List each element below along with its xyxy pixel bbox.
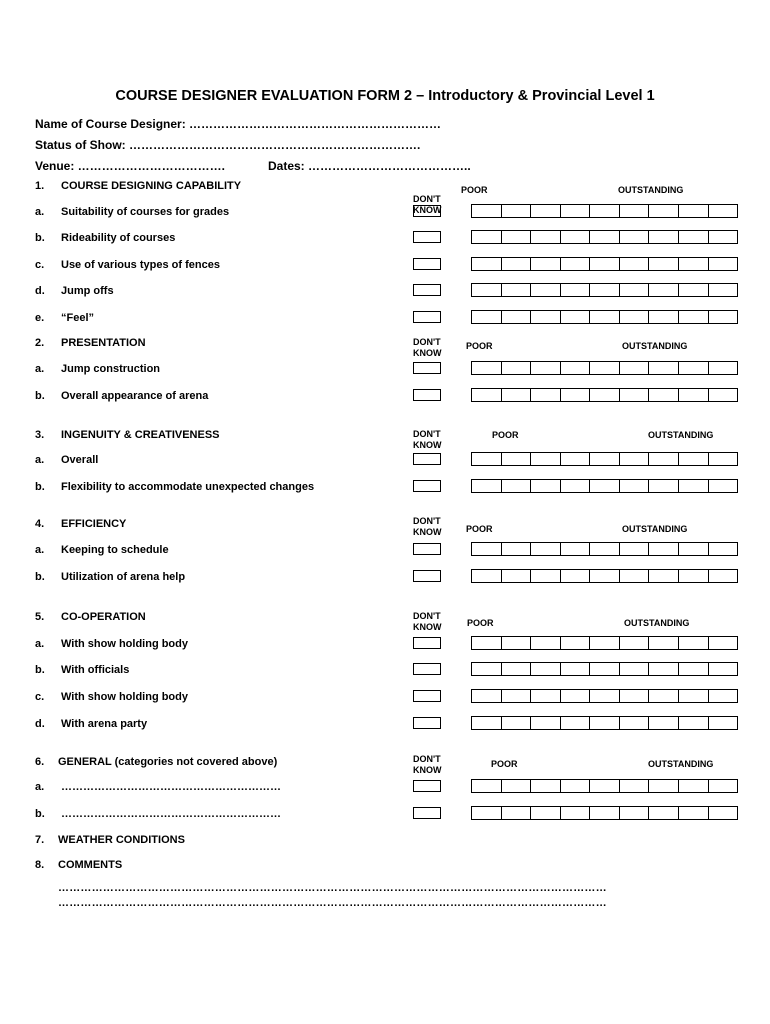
rating-scale [471, 806, 738, 820]
rating-cell-3[interactable] [531, 663, 561, 675]
rating-cell-7[interactable] [649, 480, 679, 492]
rating-cell-9[interactable] [709, 570, 738, 582]
rating-cell-9[interactable] [709, 543, 738, 555]
rating-cell-2[interactable] [502, 480, 532, 492]
rating-cell-1[interactable] [472, 690, 502, 702]
rating-cell-3[interactable] [531, 480, 561, 492]
section-title: GENERAL (categories not covered above) [58, 756, 278, 768]
rating-cell-2[interactable] [502, 780, 532, 792]
rating-cell-3[interactable] [531, 362, 561, 374]
dates-field[interactable]: Dates: ………………………………….. [268, 159, 471, 173]
rating-scale [471, 542, 738, 556]
rating-cell-6[interactable] [620, 389, 650, 401]
rating-cell-4[interactable] [561, 663, 591, 675]
item-label: With show holding body [61, 638, 188, 650]
rating-cell-3[interactable] [531, 389, 561, 401]
dont-know-checkbox[interactable] [413, 543, 441, 555]
item-letter: a. [35, 544, 45, 556]
know-label: KNOW [413, 527, 442, 537]
item-letter: a. [35, 206, 45, 218]
rating-cell-9[interactable] [709, 690, 738, 702]
rating-cell-6[interactable] [620, 570, 650, 582]
section-title: CO-OPERATION [61, 611, 146, 623]
item-letter: a. [35, 638, 45, 650]
rating-cell-4[interactable] [561, 258, 591, 270]
course-designer-name-field[interactable]: Name of Course Designer: ……………………………………………………… [35, 117, 442, 131]
dont-know-checkbox[interactable] [413, 690, 441, 702]
rating-cell-1[interactable] [472, 717, 502, 729]
item-label: Keeping to schedule [61, 544, 169, 556]
dont-know-checkbox[interactable] [413, 284, 441, 296]
rating-scale [471, 779, 738, 793]
know-label: KNOW [413, 205, 442, 215]
rating-cell-3[interactable] [531, 780, 561, 792]
rating-cell-4[interactable] [561, 205, 591, 217]
item-label: Overall [61, 454, 99, 466]
rating-scale [471, 479, 738, 493]
rating-cell-1[interactable] [472, 362, 502, 374]
rating-cell-2[interactable] [502, 205, 532, 217]
rating-cell-5[interactable] [590, 362, 620, 374]
item-letter: a. [35, 454, 45, 466]
poor-label: POOR [466, 524, 493, 534]
rating-cell-2[interactable] [502, 311, 532, 323]
item-label: Overall appearance of arena [61, 390, 209, 402]
outstanding-label: OUTSTANDING [622, 524, 688, 534]
rating-cell-4[interactable] [561, 311, 591, 323]
rating-cell-5[interactable] [590, 717, 620, 729]
rating-cell-3[interactable] [531, 543, 561, 555]
rating-cell-9[interactable] [709, 258, 738, 270]
rating-cell-9[interactable] [709, 807, 738, 819]
section-number: 1. [35, 180, 45, 192]
item-label: With show holding body [61, 691, 188, 703]
rating-cell-6[interactable] [620, 663, 650, 675]
dont-know-checkbox[interactable] [413, 453, 441, 465]
rating-cell-6[interactable] [620, 231, 650, 243]
section-comments-title: COMMENTS [58, 859, 123, 871]
dont-know-checkbox[interactable] [413, 258, 441, 270]
rating-scale [471, 310, 738, 324]
venue-field[interactable]: Venue: ………………………………. [35, 159, 226, 173]
rating-cell-1[interactable] [472, 389, 502, 401]
item-label[interactable]: …………………………………………………… [61, 781, 281, 793]
rating-cell-1[interactable] [472, 480, 502, 492]
rating-cell-2[interactable] [502, 453, 532, 465]
rating-cell-9[interactable] [709, 231, 738, 243]
dont-know-checkbox[interactable] [413, 637, 441, 649]
rating-cell-1[interactable] [472, 570, 502, 582]
outstanding-label: OUTSTANDING [648, 759, 714, 769]
rating-cell-9[interactable] [709, 663, 738, 675]
rating-cell-4[interactable] [561, 780, 591, 792]
comments-line-1[interactable]: ………………………………………………………………………………………………………………………………… [58, 882, 607, 894]
know-label: KNOW [413, 765, 442, 775]
dont-know-checkbox[interactable] [413, 205, 441, 217]
rating-cell-8[interactable] [679, 231, 709, 243]
rating-cell-8[interactable] [679, 389, 709, 401]
item-label: Jump offs [61, 285, 114, 297]
rating-cell-9[interactable] [709, 362, 738, 374]
rating-cell-7[interactable] [649, 543, 679, 555]
rating-cell-6[interactable] [620, 453, 650, 465]
rating-cell-3[interactable] [531, 637, 561, 649]
rating-cell-9[interactable] [709, 311, 738, 323]
rating-cell-1[interactable] [472, 663, 502, 675]
know-label: KNOW [413, 622, 442, 632]
rating-cell-6[interactable] [620, 311, 650, 323]
rating-cell-9[interactable] [709, 205, 738, 217]
poor-label: POOR [491, 759, 518, 769]
rating-cell-8[interactable] [679, 453, 709, 465]
rating-cell-8[interactable] [679, 717, 709, 729]
rating-cell-9[interactable] [709, 717, 738, 729]
rating-cell-4[interactable] [561, 690, 591, 702]
rating-scale [471, 636, 738, 650]
rating-cell-1[interactable] [472, 780, 502, 792]
rating-cell-1[interactable] [472, 205, 502, 217]
section-number: 3. [35, 429, 45, 441]
outstanding-label: OUTSTANDING [618, 185, 684, 195]
poor-label: POOR [492, 430, 519, 440]
rating-cell-6[interactable] [620, 480, 650, 492]
rating-cell-5[interactable] [590, 780, 620, 792]
rating-cell-5[interactable] [590, 231, 620, 243]
rating-scale [471, 452, 738, 466]
rating-cell-6[interactable] [620, 258, 650, 270]
item-letter: c. [35, 691, 45, 703]
rating-cell-3[interactable] [531, 205, 561, 217]
rating-cell-9[interactable] [709, 480, 738, 492]
rating-cell-5[interactable] [590, 543, 620, 555]
poor-label: POOR [467, 618, 494, 628]
page-title: COURSE DESIGNER EVALUATION FORM 2 – Introductory & Provincial Level 1 [115, 88, 655, 104]
rating-cell-8[interactable] [679, 543, 709, 555]
dont-label: DON'T [413, 337, 441, 347]
rating-scale [471, 689, 738, 703]
rating-cell-4[interactable] [561, 389, 591, 401]
outstanding-label: OUTSTANDING [648, 430, 714, 440]
rating-scale [471, 204, 738, 218]
rating-cell-7[interactable] [649, 690, 679, 702]
rating-cell-7[interactable] [649, 231, 679, 243]
section-number: 2. [35, 337, 45, 349]
rating-cell-2[interactable] [502, 570, 532, 582]
rating-cell-8[interactable] [679, 311, 709, 323]
dont-know-checkbox[interactable] [413, 480, 441, 492]
status-of-show-field[interactable]: Status of Show: ………………………………………………………………. [35, 138, 421, 152]
rating-cell-9[interactable] [709, 453, 738, 465]
item-letter: b. [35, 664, 45, 676]
item-letter: b. [35, 571, 45, 583]
rating-cell-4[interactable] [561, 637, 591, 649]
rating-cell-1[interactable] [472, 637, 502, 649]
rating-cell-4[interactable] [561, 543, 591, 555]
rating-cell-6[interactable] [620, 637, 650, 649]
rating-cell-7[interactable] [649, 807, 679, 819]
section-number: 4. [35, 518, 45, 530]
item-letter: d. [35, 285, 45, 297]
item-letter: b. [35, 232, 45, 244]
rating-cell-5[interactable] [590, 453, 620, 465]
rating-cell-8[interactable] [679, 637, 709, 649]
rating-cell-2[interactable] [502, 690, 532, 702]
item-label: With arena party [61, 718, 148, 730]
item-label: Suitability of courses for grades [61, 206, 230, 218]
dont-know-checkbox[interactable] [413, 717, 441, 729]
rating-cell-8[interactable] [679, 362, 709, 374]
rating-scale [471, 662, 738, 676]
item-letter: b. [35, 390, 45, 402]
item-letter: a. [35, 781, 45, 793]
rating-cell-1[interactable] [472, 284, 502, 296]
rating-scale [471, 388, 738, 402]
rating-cell-5[interactable] [590, 258, 620, 270]
rating-cell-3[interactable] [531, 807, 561, 819]
poor-label: POOR [466, 341, 493, 351]
rating-cell-3[interactable] [531, 453, 561, 465]
rating-cell-4[interactable] [561, 570, 591, 582]
rating-cell-6[interactable] [620, 690, 650, 702]
rating-cell-1[interactable] [472, 258, 502, 270]
rating-cell-4[interactable] [561, 807, 591, 819]
rating-cell-8[interactable] [679, 690, 709, 702]
rating-cell-7[interactable] [649, 780, 679, 792]
rating-cell-7[interactable] [649, 205, 679, 217]
rating-cell-5[interactable] [590, 311, 620, 323]
rating-cell-7[interactable] [649, 258, 679, 270]
item-label[interactable]: …………………………………………………… [61, 808, 281, 820]
poor-label: POOR [461, 185, 488, 195]
know-label: KNOW [413, 440, 442, 450]
rating-cell-2[interactable] [502, 663, 532, 675]
item-label: With officials [61, 664, 130, 676]
dont-know-checkbox[interactable] [413, 807, 441, 819]
item-letter: d. [35, 718, 45, 730]
rating-cell-2[interactable] [502, 258, 532, 270]
rating-cell-4[interactable] [561, 231, 591, 243]
know-label: KNOW [413, 348, 442, 358]
rating-cell-5[interactable] [590, 663, 620, 675]
dont-know-checkbox[interactable] [413, 362, 441, 374]
rating-cell-9[interactable] [709, 389, 738, 401]
rating-cell-3[interactable] [531, 717, 561, 729]
rating-cell-5[interactable] [590, 807, 620, 819]
rating-cell-5[interactable] [590, 284, 620, 296]
section-number: 8. [35, 859, 45, 871]
rating-scale [471, 716, 738, 730]
rating-cell-6[interactable] [620, 205, 650, 217]
rating-cell-2[interactable] [502, 807, 532, 819]
rating-cell-8[interactable] [679, 807, 709, 819]
rating-cell-5[interactable] [590, 480, 620, 492]
dont-know-checkbox[interactable] [413, 570, 441, 582]
rating-cell-1[interactable] [472, 453, 502, 465]
rating-cell-8[interactable] [679, 480, 709, 492]
rating-cell-3[interactable] [531, 690, 561, 702]
dont-label: DON'T [413, 516, 441, 526]
rating-cell-2[interactable] [502, 717, 532, 729]
rating-cell-1[interactable] [472, 231, 502, 243]
rating-cell-8[interactable] [679, 780, 709, 792]
dont-label: DON'T [413, 611, 441, 621]
rating-cell-9[interactable] [709, 637, 738, 649]
dont-know-checkbox[interactable] [413, 311, 441, 323]
item-label: Jump construction [61, 363, 161, 375]
item-label: Use of various types of fences [61, 259, 220, 271]
rating-scale [471, 257, 738, 271]
section-number: 5. [35, 611, 45, 623]
rating-cell-7[interactable] [649, 637, 679, 649]
rating-cell-4[interactable] [561, 717, 591, 729]
dont-label: DON'T [413, 754, 441, 764]
rating-scale [471, 230, 738, 244]
section-title: PRESENTATION [61, 337, 146, 349]
section-number: 6. [35, 756, 45, 768]
rating-cell-6[interactable] [620, 362, 650, 374]
rating-cell-7[interactable] [649, 389, 679, 401]
item-letter: b. [35, 481, 45, 493]
rating-cell-8[interactable] [679, 205, 709, 217]
item-label: Rideability of courses [61, 232, 176, 244]
section-title: COURSE DESIGNING CAPABILITY [61, 180, 242, 192]
rating-cell-5[interactable] [590, 389, 620, 401]
item-letter: c. [35, 259, 45, 271]
rating-cell-5[interactable] [590, 205, 620, 217]
rating-cell-9[interactable] [709, 780, 738, 792]
rating-cell-5[interactable] [590, 637, 620, 649]
dont-know-checkbox[interactable] [413, 231, 441, 243]
rating-cell-6[interactable] [620, 717, 650, 729]
rating-cell-1[interactable] [472, 807, 502, 819]
dont-know-checkbox[interactable] [413, 663, 441, 675]
rating-cell-3[interactable] [531, 311, 561, 323]
dont-know-checkbox[interactable] [413, 780, 441, 792]
rating-cell-8[interactable] [679, 663, 709, 675]
rating-cell-4[interactable] [561, 284, 591, 296]
rating-cell-8[interactable] [679, 284, 709, 296]
rating-cell-5[interactable] [590, 570, 620, 582]
rating-cell-7[interactable] [649, 362, 679, 374]
dont-know-checkbox[interactable] [413, 389, 441, 401]
rating-cell-7[interactable] [649, 717, 679, 729]
rating-scale [471, 361, 738, 375]
rating-cell-3[interactable] [531, 570, 561, 582]
rating-cell-2[interactable] [502, 389, 532, 401]
section-weather-title: WEATHER CONDITIONS [58, 834, 185, 846]
rating-cell-7[interactable] [649, 570, 679, 582]
rating-cell-2[interactable] [502, 543, 532, 555]
rating-cell-7[interactable] [649, 284, 679, 296]
rating-cell-2[interactable] [502, 637, 532, 649]
rating-scale [471, 569, 738, 583]
outstanding-label: OUTSTANDING [624, 618, 690, 628]
rating-cell-9[interactable] [709, 284, 738, 296]
rating-cell-8[interactable] [679, 258, 709, 270]
rating-cell-4[interactable] [561, 362, 591, 374]
rating-cell-6[interactable] [620, 543, 650, 555]
section-title: INGENUITY & CREATIVENESS [61, 429, 220, 441]
rating-cell-6[interactable] [620, 780, 650, 792]
rating-cell-3[interactable] [531, 231, 561, 243]
rating-scale [471, 283, 738, 297]
rating-cell-7[interactable] [649, 311, 679, 323]
rating-cell-2[interactable] [502, 231, 532, 243]
rating-cell-7[interactable] [649, 453, 679, 465]
item-label: “Feel” [61, 312, 95, 324]
dont-label: DON'T [413, 429, 441, 439]
rating-cell-6[interactable] [620, 284, 650, 296]
outstanding-label: OUTSTANDING [622, 341, 688, 351]
rating-cell-4[interactable] [561, 453, 591, 465]
comments-line-2[interactable]: ………………………………………………………………………………………………………………………………… [58, 897, 607, 909]
rating-cell-1[interactable] [472, 543, 502, 555]
rating-cell-7[interactable] [649, 663, 679, 675]
section-title: EFFICIENCY [61, 518, 127, 530]
item-letter: e. [35, 312, 45, 324]
rating-cell-2[interactable] [502, 284, 532, 296]
item-letter: b. [35, 808, 45, 820]
item-letter: a. [35, 363, 45, 375]
rating-cell-6[interactable] [620, 807, 650, 819]
item-label: Utilization of arena help [61, 571, 186, 583]
section-number: 7. [35, 834, 45, 846]
rating-cell-3[interactable] [531, 258, 561, 270]
rating-cell-3[interactable] [531, 284, 561, 296]
rating-cell-8[interactable] [679, 570, 709, 582]
item-label: Flexibility to accommodate unexpected changes [61, 481, 315, 493]
rating-cell-2[interactable] [502, 362, 532, 374]
dont-label: DON'T [413, 194, 441, 204]
rating-cell-5[interactable] [590, 690, 620, 702]
rating-cell-1[interactable] [472, 311, 502, 323]
rating-cell-4[interactable] [561, 480, 591, 492]
